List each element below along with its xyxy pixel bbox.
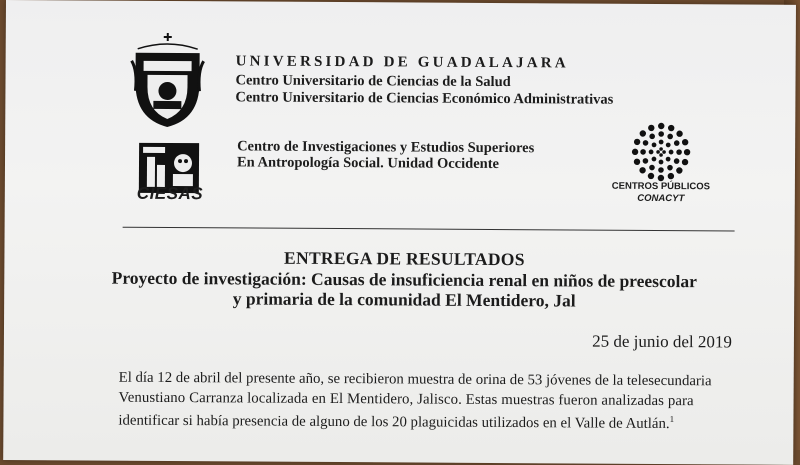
conacyt-dot xyxy=(634,139,640,145)
conacyt-dot xyxy=(656,150,660,154)
conacyt-dot xyxy=(676,167,682,173)
conacyt-dot xyxy=(668,173,674,179)
conacyt-dot xyxy=(674,140,680,146)
conacyt-dot xyxy=(658,131,664,137)
conacyt-line-1: CENTROS PÚBLICOS xyxy=(611,180,710,193)
conacyt-dot xyxy=(652,142,657,147)
conacyt-dot xyxy=(684,149,690,155)
footnote-mark: 1 xyxy=(669,414,675,425)
conacyt-dot xyxy=(659,140,664,145)
conacyt-dot xyxy=(667,134,673,140)
conacyt-dot xyxy=(658,123,664,129)
body-paragraph-line-2: Venustiano Carranza localizada en El Mentidero, Jalisco. Estas muestras fueron analizadas para xyxy=(118,389,694,410)
conacyt-dot xyxy=(643,140,649,146)
conacyt-dot xyxy=(648,125,654,131)
body-paragraph-line-3-text: identificar si había presencia de alguno de los 20 plaguicidas utilizados en el Valle de Autlán. xyxy=(118,412,670,432)
conacyt-dot xyxy=(658,167,664,173)
project-title-line-1: Proyecto de investigación: Causas de insuficiencia renal en niños de preescolar xyxy=(111,267,697,292)
conacyt-dot xyxy=(676,149,682,155)
university-name: UNIVERSIDAD DE GUADALAJARA xyxy=(235,53,569,72)
ciesas-name-line-1: Centro de Investigaciones y Estudios Superiores xyxy=(237,138,535,157)
conacyt-dot xyxy=(659,160,664,165)
conacyt-dot xyxy=(648,173,654,179)
document-page xyxy=(3,0,796,465)
conacyt-dot xyxy=(667,165,673,171)
udg-seal-logo xyxy=(127,31,208,131)
header-divider xyxy=(123,227,735,232)
body-paragraph-line-3 xyxy=(118,411,738,434)
udg-center-economics: Centro Universitario de Ciencias Económico Administrativas xyxy=(235,89,614,108)
conacyt-dot xyxy=(640,149,646,155)
conacyt-dot xyxy=(659,153,663,157)
conacyt-dot xyxy=(666,143,671,148)
conacyt-dot xyxy=(659,147,663,151)
conacyt-dot xyxy=(640,130,646,136)
conacyt-dot xyxy=(632,149,638,155)
conacyt-line-2: CONACYT xyxy=(637,192,685,205)
conacyt-dot xyxy=(639,167,645,173)
conacyt-dot xyxy=(676,131,682,137)
conacyt-dot xyxy=(666,157,671,162)
conacyt-dot xyxy=(674,158,680,164)
conacyt-dot xyxy=(669,150,674,155)
body-paragraph-line-1: El día 12 de abril del presente año, se recibieron muestra de orina de 53 jóvenes de la telesecundaria xyxy=(118,369,712,390)
conacyt-dot xyxy=(662,150,666,154)
udg-center-health: Centro Universitario de Ciencias de la Salud xyxy=(235,72,511,91)
conacyt-dot xyxy=(682,139,688,145)
conacyt-dot xyxy=(668,125,674,131)
conacyt-logo xyxy=(631,122,691,182)
project-title-line-2: y primaria de la comunidad El Mentidero, Jal xyxy=(232,288,576,311)
conacyt-dot xyxy=(649,150,654,155)
ciesas-name-line-2: En Antropología Social. Unidad Occidente xyxy=(236,154,500,173)
conacyt-dot xyxy=(634,159,640,165)
conacyt-dot xyxy=(652,157,657,162)
document-date: 25 de junio del 2019 xyxy=(592,331,732,352)
conacyt-dot xyxy=(643,158,649,164)
conacyt-dot xyxy=(649,165,655,171)
conacyt-dot xyxy=(649,134,655,140)
conacyt-dot xyxy=(682,159,688,165)
document-title: ENTREGA DE RESULTADOS xyxy=(284,247,525,270)
ciesas-logo-text: CIESAS xyxy=(136,183,204,204)
